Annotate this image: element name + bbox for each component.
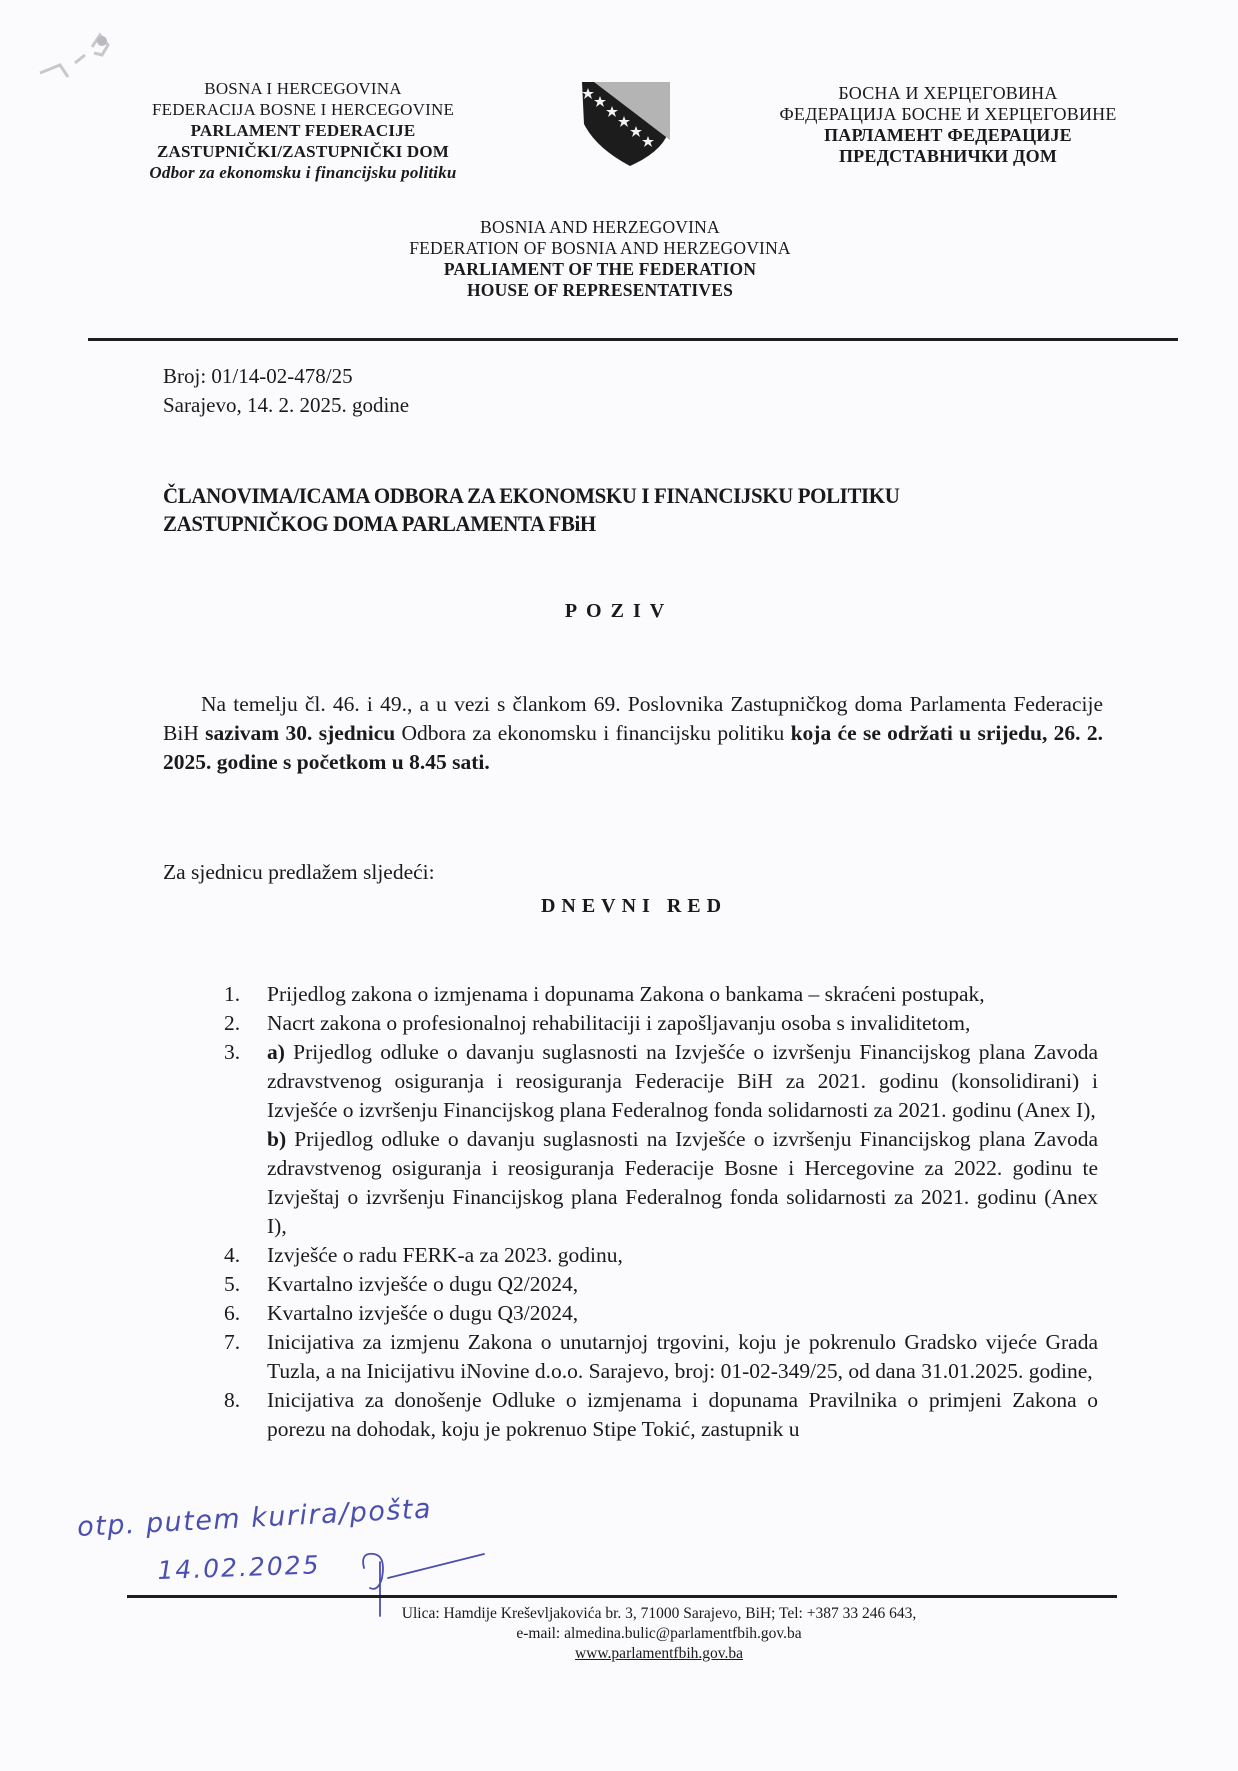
document-title: POZIV <box>564 600 674 622</box>
intro-session: sazivam 30. sjednicu <box>205 721 396 745</box>
header-house: ZASTUPNIČKI/ZASTUPNIČKI DOM <box>156 142 450 161</box>
handwritten-note-date: 14.02.2025 <box>156 1550 322 1585</box>
agenda-item <box>220 1386 1098 1444</box>
footer-email[interactable]: e-mail: almedina.bulic@parlamentfbih.gov.ba <box>516 1625 802 1642</box>
agenda-item-text: Inicijativa za donošenje Odluke o izmjenama i dopunama Pravilnika o primjeni Zakona o porezu na dohodak, koju je pokrenuo Stipe Tokić, zastupnik u <box>267 1388 1098 1441</box>
intro-text-2: Odbora za ekonomsku i financijsku politiku <box>395 721 791 745</box>
reference-number: Broj: 01/14-02-478/25 <box>163 364 353 388</box>
agenda-item-number: 4. <box>224 1243 241 1267</box>
agenda-item-text: Izvješće o radu FERK-a za 2023. godinu, <box>267 1243 623 1267</box>
intro-text-1: Na temelju čl. 46. i 49., a u vezi s člankom 69. Poslovnika Zastupničkog doma Parlamenta Federacije BiH <box>163 692 1103 745</box>
footer-address: Ulica: Hamdije Kreševljakovića br. 3, 71000 Sarajevo, BiH; Tel: +387 33 246 643, <box>401 1605 917 1622</box>
subitem-label: a) <box>267 1040 285 1064</box>
propose-text: Za sjednicu predlažem sljedeći: <box>163 860 435 884</box>
header-country-en: BOSNIA AND HERZEGOVINA <box>480 217 720 237</box>
header-committee: Odbor za ekonomsku i financijsku politiku <box>149 163 457 182</box>
footer <box>0 1604 1238 1664</box>
header-divider <box>88 338 1178 341</box>
subitem-text: Prijedlog odluke o davanju suglasnosti na Izvješće o izvršenju Financijskog plana Zavoda zdravstvenog osiguranja i reosiguranja Federacije BiH za 2021. godinu (konsolidirani) i Izvješće o izvršenju Financijskog plana Federalnog fonda solidarnosti za 2021. godinu (Anex I), <box>267 1040 1098 1122</box>
agenda-item-number: 1. <box>224 982 241 1006</box>
subitem-text: Prijedlog odluke o davanju suglasnosti na Izvješće o izvršenju Financijskog plana Zavoda zdravstvenog osiguranja i reosiguranja Federacije Bosne i Hercegovine za 2022. godinu te Izvještaj o izvršenju Financijskog plana Federalnog fonda solidarnosti za 2021. godinu (Anex I), <box>267 1127 1098 1238</box>
agenda-item <box>220 1299 1098 1328</box>
addressee-line-2: ZASTUPNIČKOG DOMA PARLAMENTA FBiH <box>163 511 596 536</box>
agenda-subitem-b <box>267 1125 1098 1241</box>
addressee <box>163 482 899 538</box>
header-federation-cyr: ФЕДЕРАЦИЈА БОСНЕ И ХЕРЦЕГОВИНЕ <box>779 104 1117 124</box>
agenda-subitem-a <box>267 1038 1098 1125</box>
agenda-item-text: Nacrt zakona o profesionalnoj rehabilitaciji i zapošljavanju osoba s invaliditetom, <box>267 1011 971 1035</box>
agenda-item-number: 8. <box>224 1388 241 1412</box>
place-date: Sarajevo, 14. 2. 2025. godine <box>163 393 410 417</box>
header-center-english <box>360 217 840 301</box>
header-house-cyr: ПРЕДСТАВНИЧКИ ДОМ <box>838 146 1058 166</box>
header-left-latin <box>118 78 488 183</box>
agenda-item-text: Inicijativa za izmjenu Zakona o unutarnjoj trgovini, koju je pokrenulo Gradsko vijeće Grada Tuzla, a na Inicijativu iNovine d.o.o. Sarajevo, broj: 01-02-349/25, od dana 31.01.2025. godine, <box>267 1330 1098 1383</box>
agenda-item <box>220 1038 1098 1241</box>
addressee-line-1: ČLANOVIMA/ICAMA ODBORA ZA EKONOMSKU I FINANCIJSKU POLITIKU <box>163 483 900 508</box>
agenda-item <box>220 1241 1098 1270</box>
agenda-title: DNEVNI RED <box>540 895 728 917</box>
subitem-label: b) <box>267 1127 287 1151</box>
footer-divider <box>127 1595 1117 1598</box>
header-parliament-en: PARLIAMENT OF THE FEDERATION <box>443 259 757 279</box>
agenda-item-text: Kvartalno izvješće o dugu Q2/2024, <box>267 1272 579 1296</box>
header-parliament-cyr: ПАРЛАМЕНТ ФЕДЕРАЦИЈЕ <box>824 125 1072 145</box>
handwritten-note-line-1: otp. putem kurira/pošta <box>76 1493 433 1543</box>
header-federation: FEDERACIJA BOSNE I HERCEGOVINE <box>151 100 455 119</box>
agenda-item-number: 2. <box>224 1011 241 1035</box>
agenda-item <box>220 980 1098 1009</box>
agenda-item <box>220 1328 1098 1386</box>
agenda-item <box>220 1009 1098 1038</box>
agenda-item <box>220 1270 1098 1299</box>
intro-datetime: koja će se održati u srijedu, 26. 2. 2025. godine s početkom u 8.45 sati. <box>163 721 1103 774</box>
agenda-item-number: 7. <box>224 1330 241 1354</box>
header-right-cyrillic <box>748 83 1148 167</box>
agenda-item-number: 6. <box>224 1301 241 1325</box>
footer-website-link[interactable]: www.parlamentfbih.gov.ba <box>574 1645 743 1662</box>
header-country: BOSNA I HERCEGOVINA <box>204 79 402 98</box>
header-country-cyr: БОСНА И ХЕРЦЕГОВИНА <box>838 83 1058 103</box>
header-house-en: HOUSE OF REPRESENTATIVES <box>466 280 734 300</box>
header-federation-en: FEDERATION OF BOSNIA AND HERZEGOVINA <box>409 238 791 258</box>
agenda-item-text: Prijedlog zakona o izmjenama i dopunama Zakona o bankama – skraćeni postupak, <box>267 982 985 1006</box>
agenda-item-text: Kvartalno izvješće o dugu Q3/2024, <box>267 1301 579 1325</box>
agenda-list <box>220 980 1098 1444</box>
agenda-item-number: 3. <box>224 1040 241 1064</box>
reference-block <box>163 362 409 420</box>
agenda-item-number: 5. <box>224 1272 241 1296</box>
coat-of-arms-icon <box>576 78 676 168</box>
intro-paragraph <box>163 690 1103 777</box>
header-parliament: PARLAMENT FEDERACIJE <box>190 121 416 140</box>
